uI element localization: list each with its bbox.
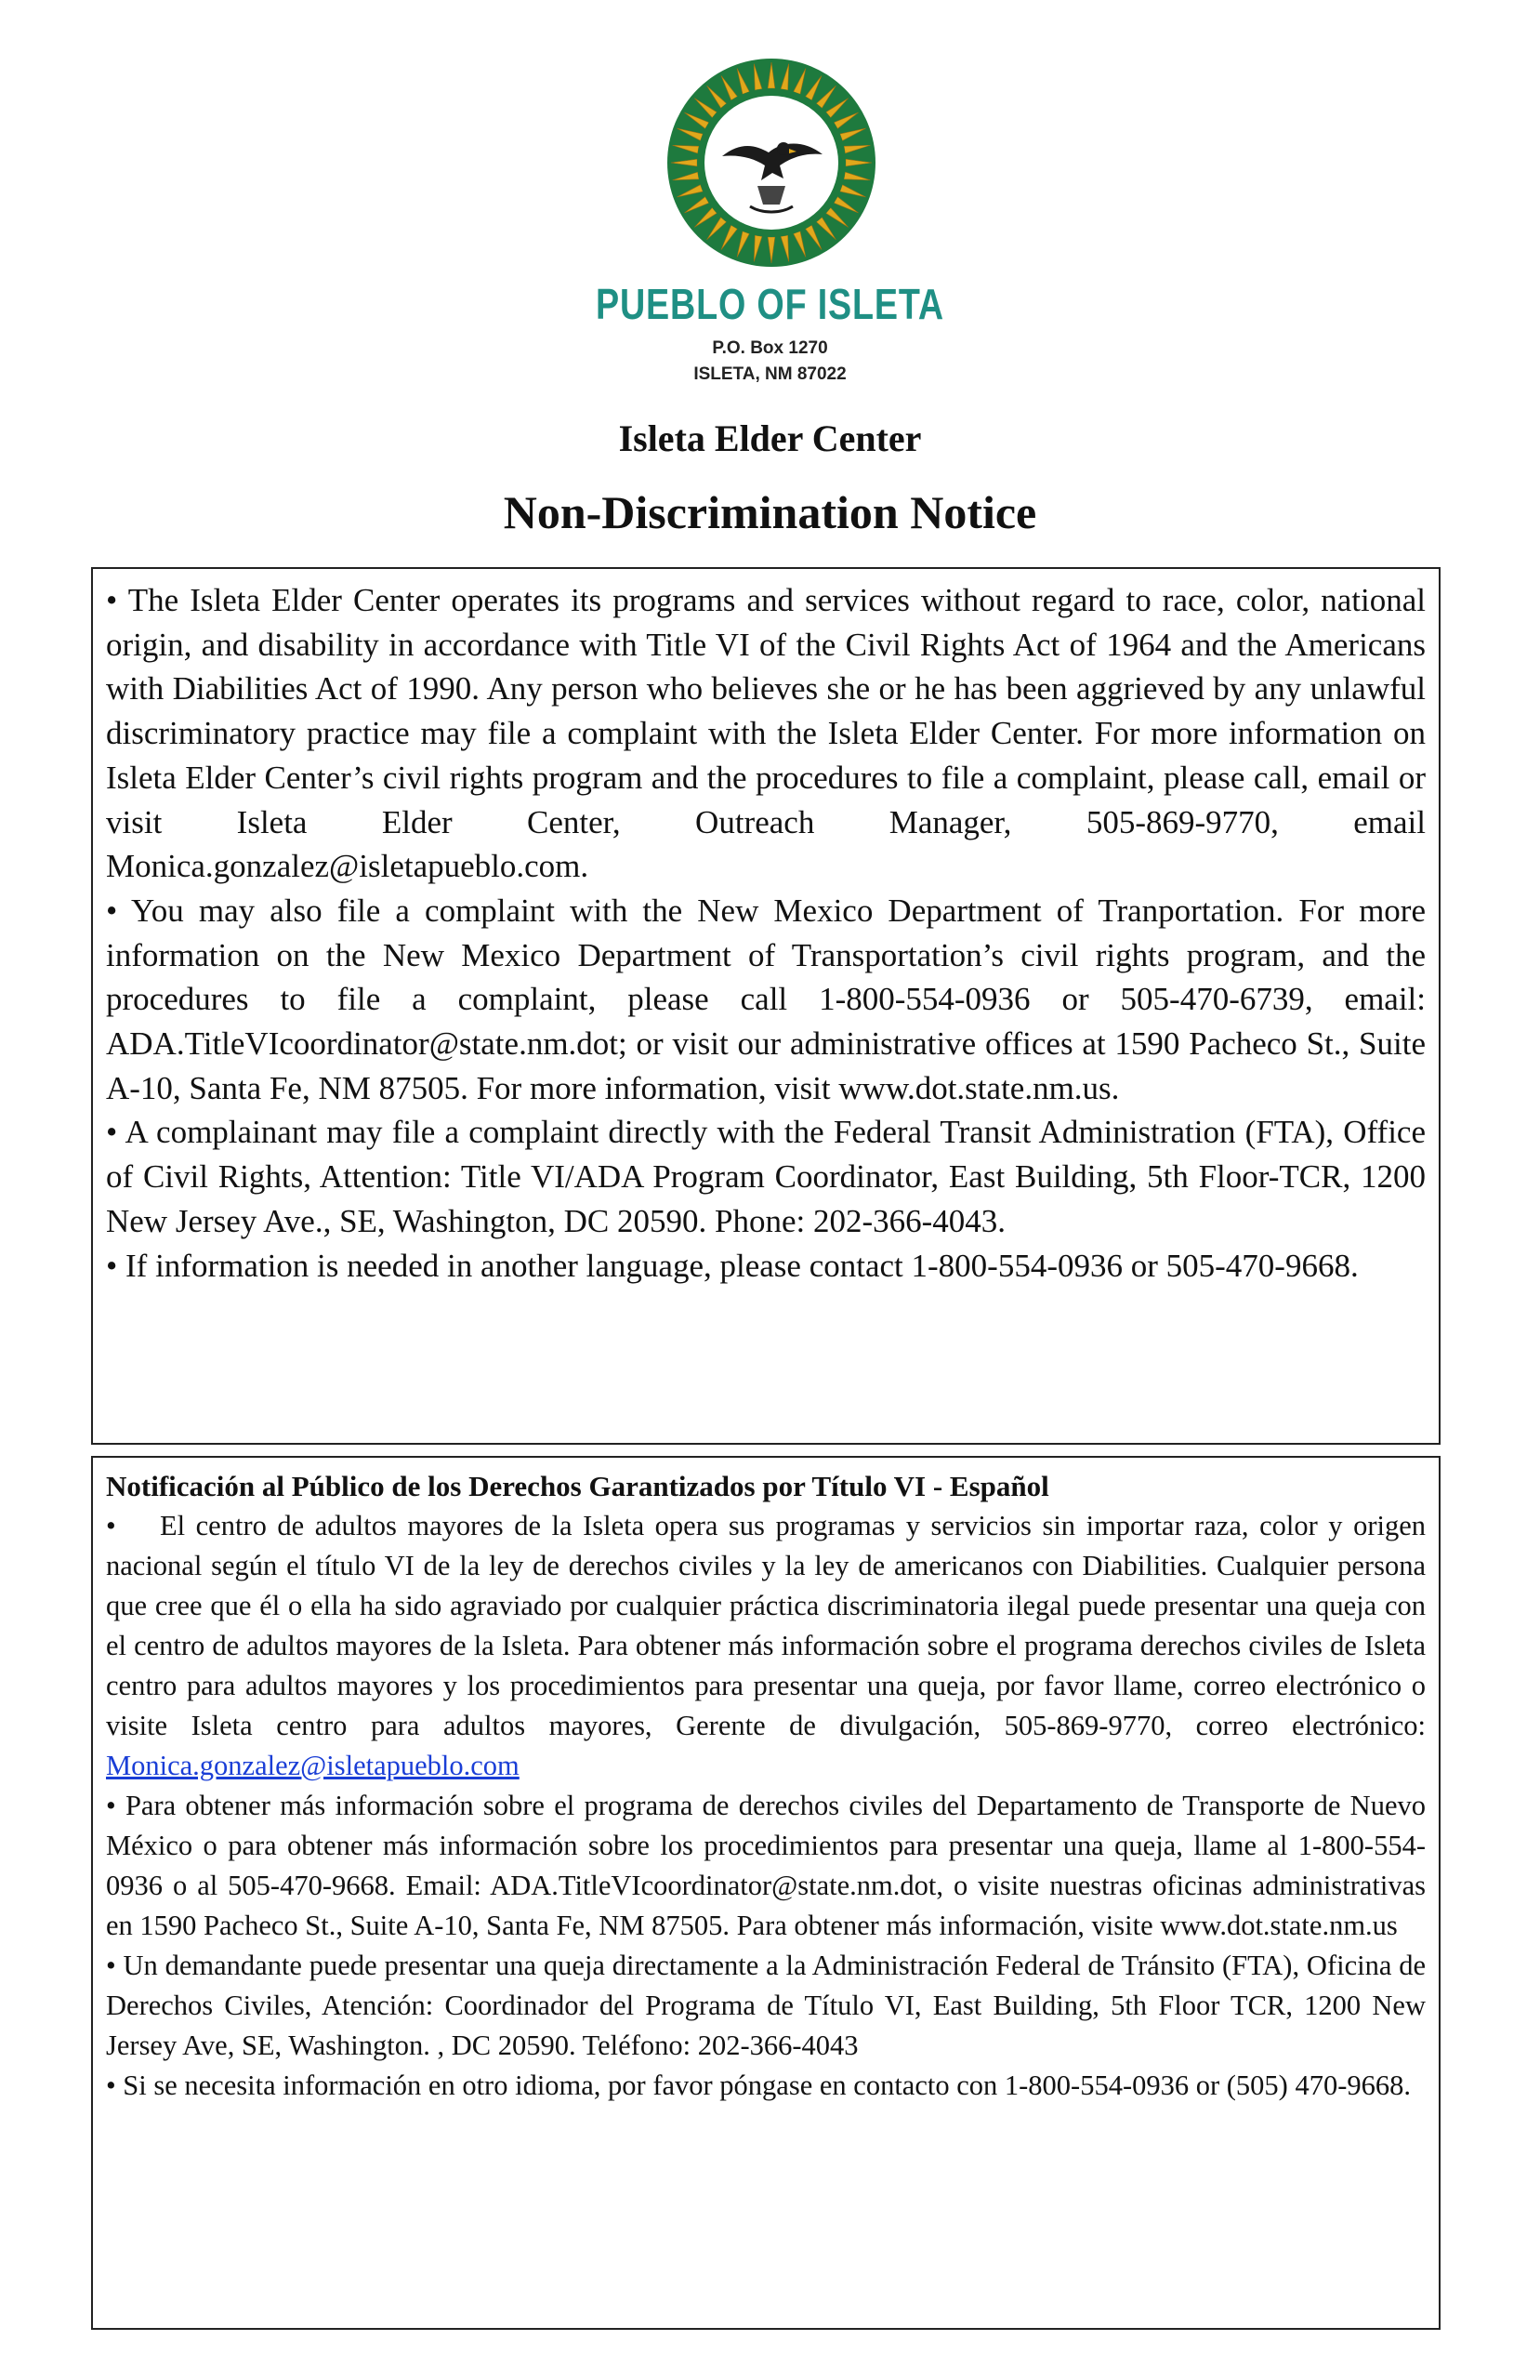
bullet-icon: •	[106, 1510, 116, 1541]
address-line-1: P.O. Box 1270	[712, 338, 828, 358]
spanish-paragraph-programs	[106, 1506, 1426, 1786]
english-paragraph-language: • If information is needed in another language, please contact 1-800-554-0936 or 505-470-9668.	[106, 1247, 1359, 1284]
notice-title: Non-Discrimination Notice	[503, 486, 1037, 538]
spanish-paragraph-programs-text: El centro de adultos mayores de la Isleta opera sus programas y servicios sin importar raza, color y origen nacional según el título VI de la ley de derechos civiles y la ley de americanos con Diabilities. Cualquier persona que cree que él o ella ha sido agraviado por cualquier práctica discriminatoria ilegal puede presentar una queja con el centro de adultos mayores de la Isleta. Para obtener más información sobre el programa derechos civiles de Isleta centro para adultos mayores y los procedimientos para presentar una queja, por favor llame, correo electrónico o visite Isleta centro para adultos mayores, Gerente de divulgación, 505-869-9770, correo electrónico:	[106, 1510, 1426, 1741]
spanish-paragraph-nmdot: • Para obtener más información sobre el programa de derechos civiles del Departamento de Transporte de Nuevo México o para obtener más información sobre los procedimientos para presentar una queja, llame al 1-800-554-0936 o al 505-470-9668. Email: ADA.TitleVIcoordinator@state.nm.dot, o visite nuestras oficinas administrativas en 1590 Pacheco St., Suite A-10, Santa Fe, NM 87505. Para obtener más información, visite www.dot.state.nm.us	[106, 1790, 1426, 1941]
spanish-heading: Notificación al Público de los Derechos Garantizados por Título VI - Español	[106, 1470, 1049, 1502]
spanish-paragraph-language: • Si se necesita información en otro idioma, por favor póngase en contacto con 1-800-554-0936 or (505) 470-9668.	[106, 2069, 1411, 2101]
spanish-paragraph-fta: • Un demandante puede presentar una queja directamente a la Administración Federal de Tránsito (FTA), Oficina de Derechos Civiles, Atención: Coordinador del Programa de Título VI, East Building, 5th Floor TCR, 1200 New Jersey Ave, SE, Washington. , DC 20590. Teléfono: 202-366-4043	[106, 1950, 1426, 2061]
organization-name: PUEBLO OF ISLETA	[596, 280, 944, 328]
email-link[interactable]: Monica.gonzalez@isletapueblo.com	[106, 1750, 520, 1781]
center-title: Isleta Elder Center	[618, 417, 922, 459]
spanish-notice-box	[91, 1456, 1441, 2330]
english-paragraph-programs: • The Isleta Elder Center operates its programs and services without regard to race, color, national origin, and disability in accordance with Title VI of the Civil Rights Act of 1964 and the Americans with Diabilities Act of 1990. Any person who believes she or he has been aggrieved by any unlawful discriminatory practice may file a complaint with the Isleta Elder Center. For more information on Isleta Elder Center’s civil rights program and the procedures to file a complaint, please call, email or visit Isleta Elder Center, Outreach Manager, 505-869-9770, email Monica.gonzalez@isletapueblo.com.	[106, 582, 1426, 885]
english-notice-box	[91, 567, 1441, 1445]
english-paragraph-fta: • A complainant may file a complaint directly with the Federal Transit Administration (FTA), Office of Civil Rights, Attention: Title VI/ADA Program Coordinator, East Building, 5th Floor-TCR, 1200 New Jersey Ave., SE, Washington, DC 20590. Phone: 202-366-4043.	[106, 1114, 1426, 1239]
pueblo-of-isleta-seal-icon	[665, 56, 878, 270]
english-paragraph-nmdot: • You may also file a complaint with the New Mexico Department of Tranportation. For more information on the New Mexico Department of Transportation’s civil rights program, and the procedures to file a complaint, please call 1-800-554-0936 or 505-470-6739, email: ADA.TitleVIcoordinator@state.nm.dot; or visit our administrative offices at 1590 Pacheco St., Suite A-10, Santa Fe, NM 87505. For more information, visit www.dot.state.nm.us.	[106, 892, 1426, 1106]
address-line-2: ISLETA, NM 87022	[693, 364, 847, 384]
